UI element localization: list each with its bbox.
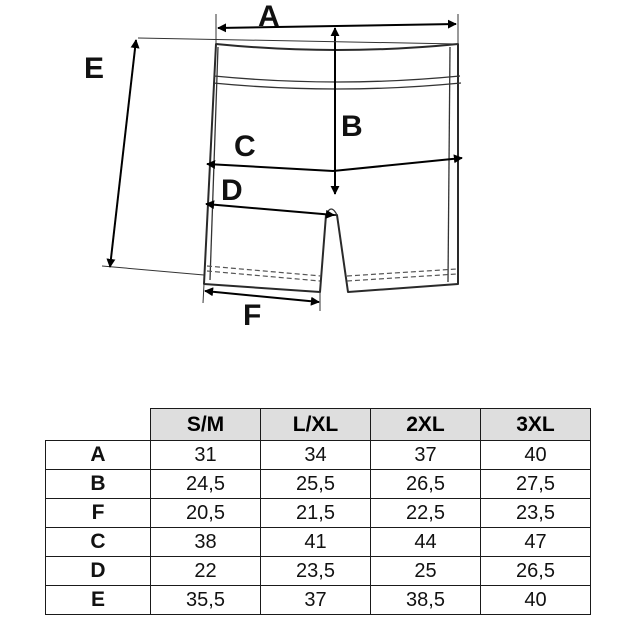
table-cell: 21,5 xyxy=(261,499,371,528)
table-cell: 31 xyxy=(151,441,261,470)
table-row xyxy=(46,441,591,470)
table-corner xyxy=(46,409,151,441)
row-label: E xyxy=(46,586,151,615)
table-cell: 20,5 xyxy=(151,499,261,528)
table-cell: 40 xyxy=(481,586,591,615)
size-header: 3XL xyxy=(481,409,591,441)
table-cell: 22,5 xyxy=(371,499,481,528)
table-cell: 23,5 xyxy=(481,499,591,528)
size-header: 2XL xyxy=(371,409,481,441)
dimension-e xyxy=(84,38,458,275)
row-label: C xyxy=(46,528,151,557)
table-cell: 24,5 xyxy=(151,470,261,499)
table-cell: 35,5 xyxy=(151,586,261,615)
table-cell: 25,5 xyxy=(261,470,371,499)
table-cell: 27,5 xyxy=(481,470,591,499)
label-d: D xyxy=(221,174,243,207)
table-cell: 44 xyxy=(371,528,481,557)
label-f: F xyxy=(243,299,262,332)
size-header: L/XL xyxy=(261,409,371,441)
table-row xyxy=(46,499,591,528)
table-cell: 25 xyxy=(371,557,481,586)
row-label: B xyxy=(46,470,151,499)
table-cell: 38 xyxy=(151,528,261,557)
table-header-row xyxy=(46,409,591,441)
table-row xyxy=(46,557,591,586)
table-cell: 26,5 xyxy=(481,557,591,586)
table-cell: 38,5 xyxy=(371,586,481,615)
table-cell: 47 xyxy=(481,528,591,557)
table-cell: 34 xyxy=(261,441,371,470)
row-label: D xyxy=(46,557,151,586)
row-label: F xyxy=(46,499,151,528)
size-chart-table xyxy=(45,408,591,615)
table-cell: 26,5 xyxy=(371,470,481,499)
label-a: A xyxy=(258,0,280,33)
table-row xyxy=(46,586,591,615)
dimension-a xyxy=(216,0,458,44)
dimension-d xyxy=(206,174,334,215)
table-cell: 22 xyxy=(151,557,261,586)
row-label: A xyxy=(46,441,151,470)
table-cell: 37 xyxy=(261,586,371,615)
label-b: B xyxy=(341,110,363,143)
size-header: S/M xyxy=(151,409,261,441)
label-c: C xyxy=(234,130,256,163)
table-row xyxy=(46,470,591,499)
table-row xyxy=(46,528,591,557)
shorts-outline xyxy=(204,44,461,292)
table-cell: 40 xyxy=(481,441,591,470)
label-e: E xyxy=(84,52,105,85)
table-cell: 37 xyxy=(371,441,481,470)
table-cell: 23,5 xyxy=(261,557,371,586)
table-cell: 41 xyxy=(261,528,371,557)
